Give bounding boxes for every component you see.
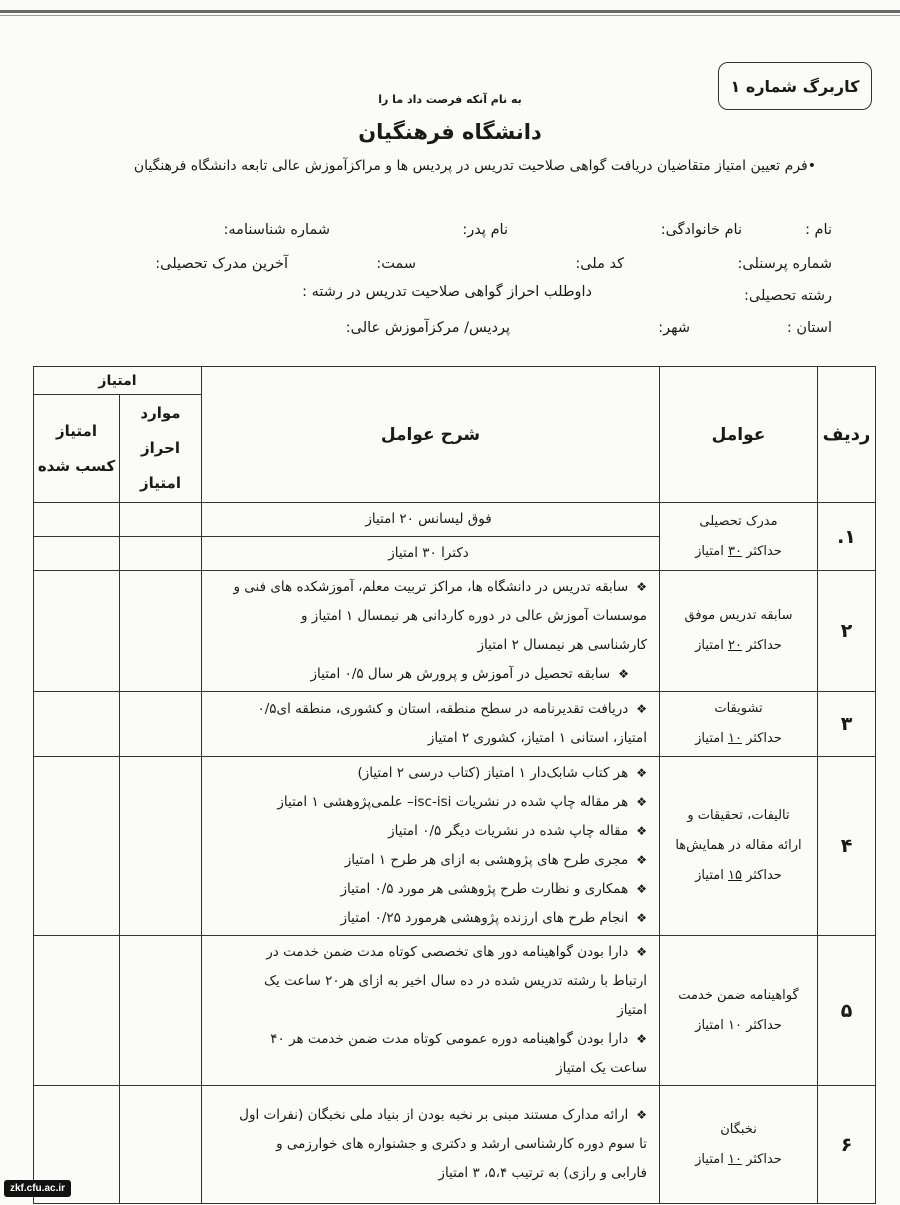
factor-name: مدرک تحصیلی: [699, 513, 778, 529]
factor-max: حداکثر ۲۰ امتیاز: [695, 638, 782, 653]
score-items-cell: [120, 571, 202, 692]
score-items-cell: [120, 936, 202, 1086]
table-row: [34, 757, 876, 936]
field-father: نام پدر:: [462, 222, 508, 238]
row-number: ۲: [818, 571, 876, 692]
factor-cell: [660, 692, 818, 757]
card-label: کاربرگ شماره ۱: [730, 76, 860, 96]
factor-max: حداکثر ۱۰ امتیاز: [695, 1017, 782, 1033]
description-line: فوق لیسانس ۲۰ امتیاز: [202, 503, 660, 537]
factor-name: نخبگان: [720, 1121, 757, 1137]
field-city: شهر:: [658, 320, 690, 336]
score-earned-cell: [34, 692, 120, 757]
description-line: ❖ سابقه تدریس در دانشگاه ها، مراکز تربیت معلم، آموزشکده های فنی و: [210, 573, 647, 602]
header-score-earned: امتیاز کسب شده: [34, 395, 120, 503]
row-number: ۴: [818, 757, 876, 936]
university-title: دانشگاه فرهنگیان: [358, 120, 542, 144]
description-line: کارشناسی هر نیمسال ۲ امتیاز: [477, 637, 647, 653]
factor-name: تالیفات، تحقیقات و: [687, 808, 790, 823]
header-radif: ردیف: [818, 367, 876, 503]
description-cell: [202, 571, 660, 692]
factor-name: سابقه تدریس موفق: [684, 608, 793, 623]
score-items-cell: [120, 692, 202, 757]
header-factors: عوامل: [660, 367, 818, 503]
factor-cell: [660, 757, 818, 936]
factor-name: گواهینامه ضمن خدمت: [678, 987, 799, 1003]
factor-cell: [660, 1086, 818, 1204]
description-line: ارتباط با رشته تدریس شده در ده سال اخیر به ازای هر۲۰ ساعت یک: [263, 973, 647, 989]
factor-name-line-2: ارائه مقاله در همایش‌ها: [675, 838, 802, 853]
description-cell: [202, 1086, 660, 1204]
header-score-items: موارد احراز امتیاز: [120, 395, 202, 503]
field-campus: پردیس/ مرکزآموزش عالی:: [345, 320, 510, 336]
description-line: دکترا ۳۰ امتیاز: [202, 537, 660, 571]
score-items-cell: [120, 1086, 202, 1204]
field-personnel-number: شماره پرسنلی:: [737, 256, 832, 272]
score-earned-cell: [34, 936, 120, 1086]
description-cell: [202, 692, 660, 757]
row-number: ۱.: [818, 503, 876, 571]
field-last-degree: آخرین مدرک تحصیلی:: [155, 256, 288, 272]
description-line: ❖ دارا بودن گواهینامه دور های تخصصی کوتاه مدت ضمن خدمت در: [210, 938, 647, 967]
form-title: •فرم تعیین امتیاز متقاضیان دریافت گواهی صلاحیت تدریس در پردیس ها و مراکزآموزش عالی تابعه دانشگاه فرهنگیان: [133, 158, 816, 174]
table-row: [34, 1086, 876, 1204]
factor-max: حداکثر ۳۰ امتیاز: [695, 543, 782, 559]
field-position: سمت:: [376, 256, 416, 272]
header-score: امتیاز: [34, 367, 202, 395]
top-rule: [0, 10, 900, 13]
table-row: [34, 571, 876, 692]
field-family: نام خانوادگی:: [660, 222, 742, 238]
description-line: ❖ مجری طرح های پژوهشی به ازای هر طرح ۱ امتیاز: [210, 846, 647, 875]
factor-cell: [660, 503, 818, 571]
description-line: امتیاز: [617, 1002, 647, 1018]
row-number: ۵: [818, 936, 876, 1086]
score-table: [33, 366, 876, 1204]
description-line: فارابی و رازی) به ترتیب ۵،۴، ۳ امتیاز: [438, 1165, 647, 1181]
top-rule-thin: [0, 15, 900, 16]
description-cell: [202, 757, 660, 936]
row-number: ۶: [818, 1086, 876, 1204]
description-line: ❖ ارائه مدارک مستند مبنی بر نخبه بودن از بنیاد ملی نخبگان (نفرات اول: [210, 1101, 647, 1130]
description-line: ❖ انجام طرح های ارزنده پژوهشی هرمورد ۰/۲۵ امتیاز: [210, 904, 647, 933]
factor-max: حداکثر ۱۵ امتیاز: [695, 868, 782, 883]
description-line: ❖ سابقه تحصیل در آموزش و پرورش هر سال ۰/۵ امتیاز: [210, 660, 647, 689]
field-national-code: کد ملی:: [575, 256, 624, 272]
description-line: ❖ هر مقاله چاپ شده در نشریات isc-isi– علمی‌پژوهشی ۱ امتیاز: [210, 788, 647, 817]
description-line: موسسات آموزش عالی در دوره کاردانی هر نیمسال ۱ امتیاز و: [301, 608, 647, 624]
factor-cell: [660, 936, 818, 1086]
watermark-link[interactable]: zkf.cfu.ac.ir: [4, 1180, 71, 1197]
description-line: ❖ دریافت تقدیرنامه در سطح منطقه، استان و کشوری، منطقه ای۰/۵: [210, 695, 647, 724]
score-earned-cell: [34, 757, 120, 936]
table-row: [34, 692, 876, 757]
table-row: [34, 503, 876, 537]
field-study-field: رشته تحصیلی:: [743, 288, 832, 304]
description-line: ❖ دارا بودن گواهینامه دوره عمومی کوتاه مدت ضمن خدمت هر ۴۰: [210, 1025, 647, 1054]
field-id-number: شماره شناسنامه:: [223, 222, 330, 238]
description-line: امتیاز، استانی ۱ امتیاز، کشوری ۲ امتیاز: [427, 730, 647, 746]
factor-cell: [660, 571, 818, 692]
score-items-cell: [120, 757, 202, 936]
score-items-cell: [120, 503, 202, 537]
description-line: ❖ مقاله چاپ شده در نشریات دیگر ۰/۵ امتیاز: [210, 817, 647, 846]
description-line: ساعت یک امتیاز: [556, 1060, 647, 1076]
field-province: استان :: [786, 320, 832, 336]
row-number: ۳: [818, 692, 876, 757]
score-earned-cell: [34, 537, 120, 571]
description-line: ❖ همکاری و نظارت طرح پژوهشی هر مورد ۰/۵ امتیاز: [210, 875, 647, 904]
factor-max: حداکثر ۱۰ امتیاز: [695, 1151, 782, 1167]
score-earned-cell: [34, 503, 120, 537]
score-items-cell: [120, 537, 202, 571]
score-earned-cell: [34, 571, 120, 692]
table-row: [34, 936, 876, 1086]
description-cell: [202, 936, 660, 1086]
field-applicant: داوطلب احراز گواهی صلاحیت تدریس در رشته :: [302, 284, 592, 300]
basmala: به نام آنکه فرصت داد ما را: [378, 93, 522, 106]
factor-name: تشویقات: [714, 701, 763, 716]
header-description: شرح عوامل: [202, 367, 660, 503]
description-line: ❖ هر کتاب شابک‌دار ۱ امتیاز (کتاب درسی ۲ امتیاز): [210, 759, 647, 788]
factor-max: حداکثر ۱۰ امتیاز: [695, 731, 782, 746]
description-line: تا سوم دوره کارشناسی ارشد و دکتری و جشنواره های خوارزمی و: [276, 1136, 647, 1152]
field-name: نام :: [805, 222, 832, 238]
